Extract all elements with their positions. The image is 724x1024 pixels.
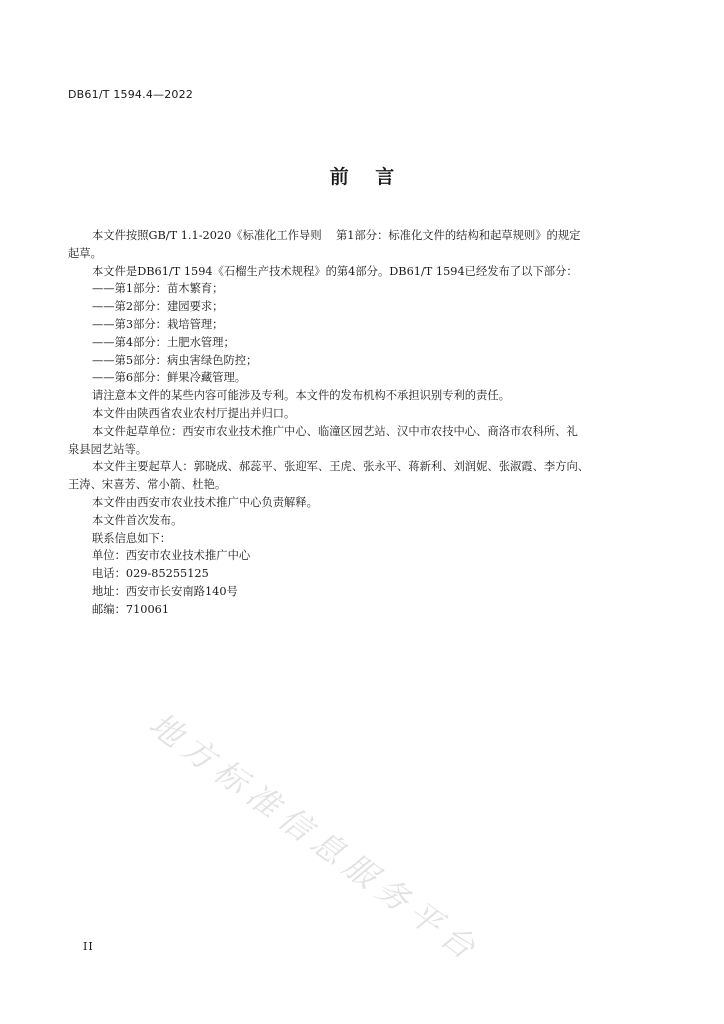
paragraph-drafting-basis <box>68 227 640 245</box>
list-item: ——第5部分：病虫害绿色防控； <box>92 353 258 367</box>
list-item: ——第4部分：土肥水管理； <box>92 335 235 349</box>
watermark: 地方标准信息服务平台 <box>142 704 489 971</box>
page-number: II <box>83 940 94 953</box>
standard-code: DB61/T 1594.4—2022 <box>68 88 194 101</box>
contact-title: 联系信息如下： <box>92 531 172 545</box>
contact-address: 地址：西安市长安南路140号 <box>92 584 238 598</box>
list-item: ——第3部分：栽培管理； <box>92 317 224 331</box>
paragraph-patent-notice: 请注意本文件的某些内容可能涉及专利。本文件的发布机构不承担识别专利的责任。 <box>92 389 510 403</box>
paragraph-series-info <box>68 263 640 281</box>
contact-phone: 电话：029-85255125 <box>92 567 209 581</box>
foreword-body <box>68 227 640 619</box>
page-title: 前 言 <box>329 166 395 188</box>
paragraph-drafting-units: 本文件起草单位：西安市农业技术推广中心、临潼区园艺站、汉中市农技中心、商洛市农科所、礼 <box>92 424 578 438</box>
contact-unit: 单位：西安市农业技术推广中心 <box>92 549 251 563</box>
paragraph-text: 本文件按照GB/T 1.1-2020《标准化工作导则 第1部分：标准化文件的结构和起草规则》的规定 <box>92 229 581 242</box>
list-item: ——第2部分：建园要求； <box>92 300 224 314</box>
paragraph-proposer: 本文件由陕西省农业农村厅提出并归口。 <box>92 406 296 420</box>
paragraph-drafters: 本文件主要起草人：郭晓成、郝蕊平、张迎军、王虎、张永平、蒋新利、刘润妮、张淑霞、李方向、 <box>92 460 590 474</box>
contact-postcode: 邮编：710061 <box>92 602 170 616</box>
paragraph-continuation: 王涛、宋喜芳、常小箭、杜艳。 <box>68 478 227 492</box>
paragraph-text: 起草。 <box>68 246 102 260</box>
paragraph-text: 本文件是DB61/T 1594《石榴生产技术规程》的第4部分。DB61/T 1594已经发布了以下部分： <box>92 264 578 278</box>
paragraph-continuation <box>68 245 640 263</box>
paragraph-interpretation: 本文件由西安市农业技术推广中心负责解释。 <box>92 495 318 509</box>
paragraph-continuation: 泉县园艺站等。 <box>68 442 148 456</box>
list-item: ——第1部分：苗木繁育； <box>92 282 224 296</box>
list-item: ——第6部分：鲜果冷藏管理。 <box>92 371 247 385</box>
paragraph-first-release: 本文件首次发布。 <box>92 513 183 527</box>
